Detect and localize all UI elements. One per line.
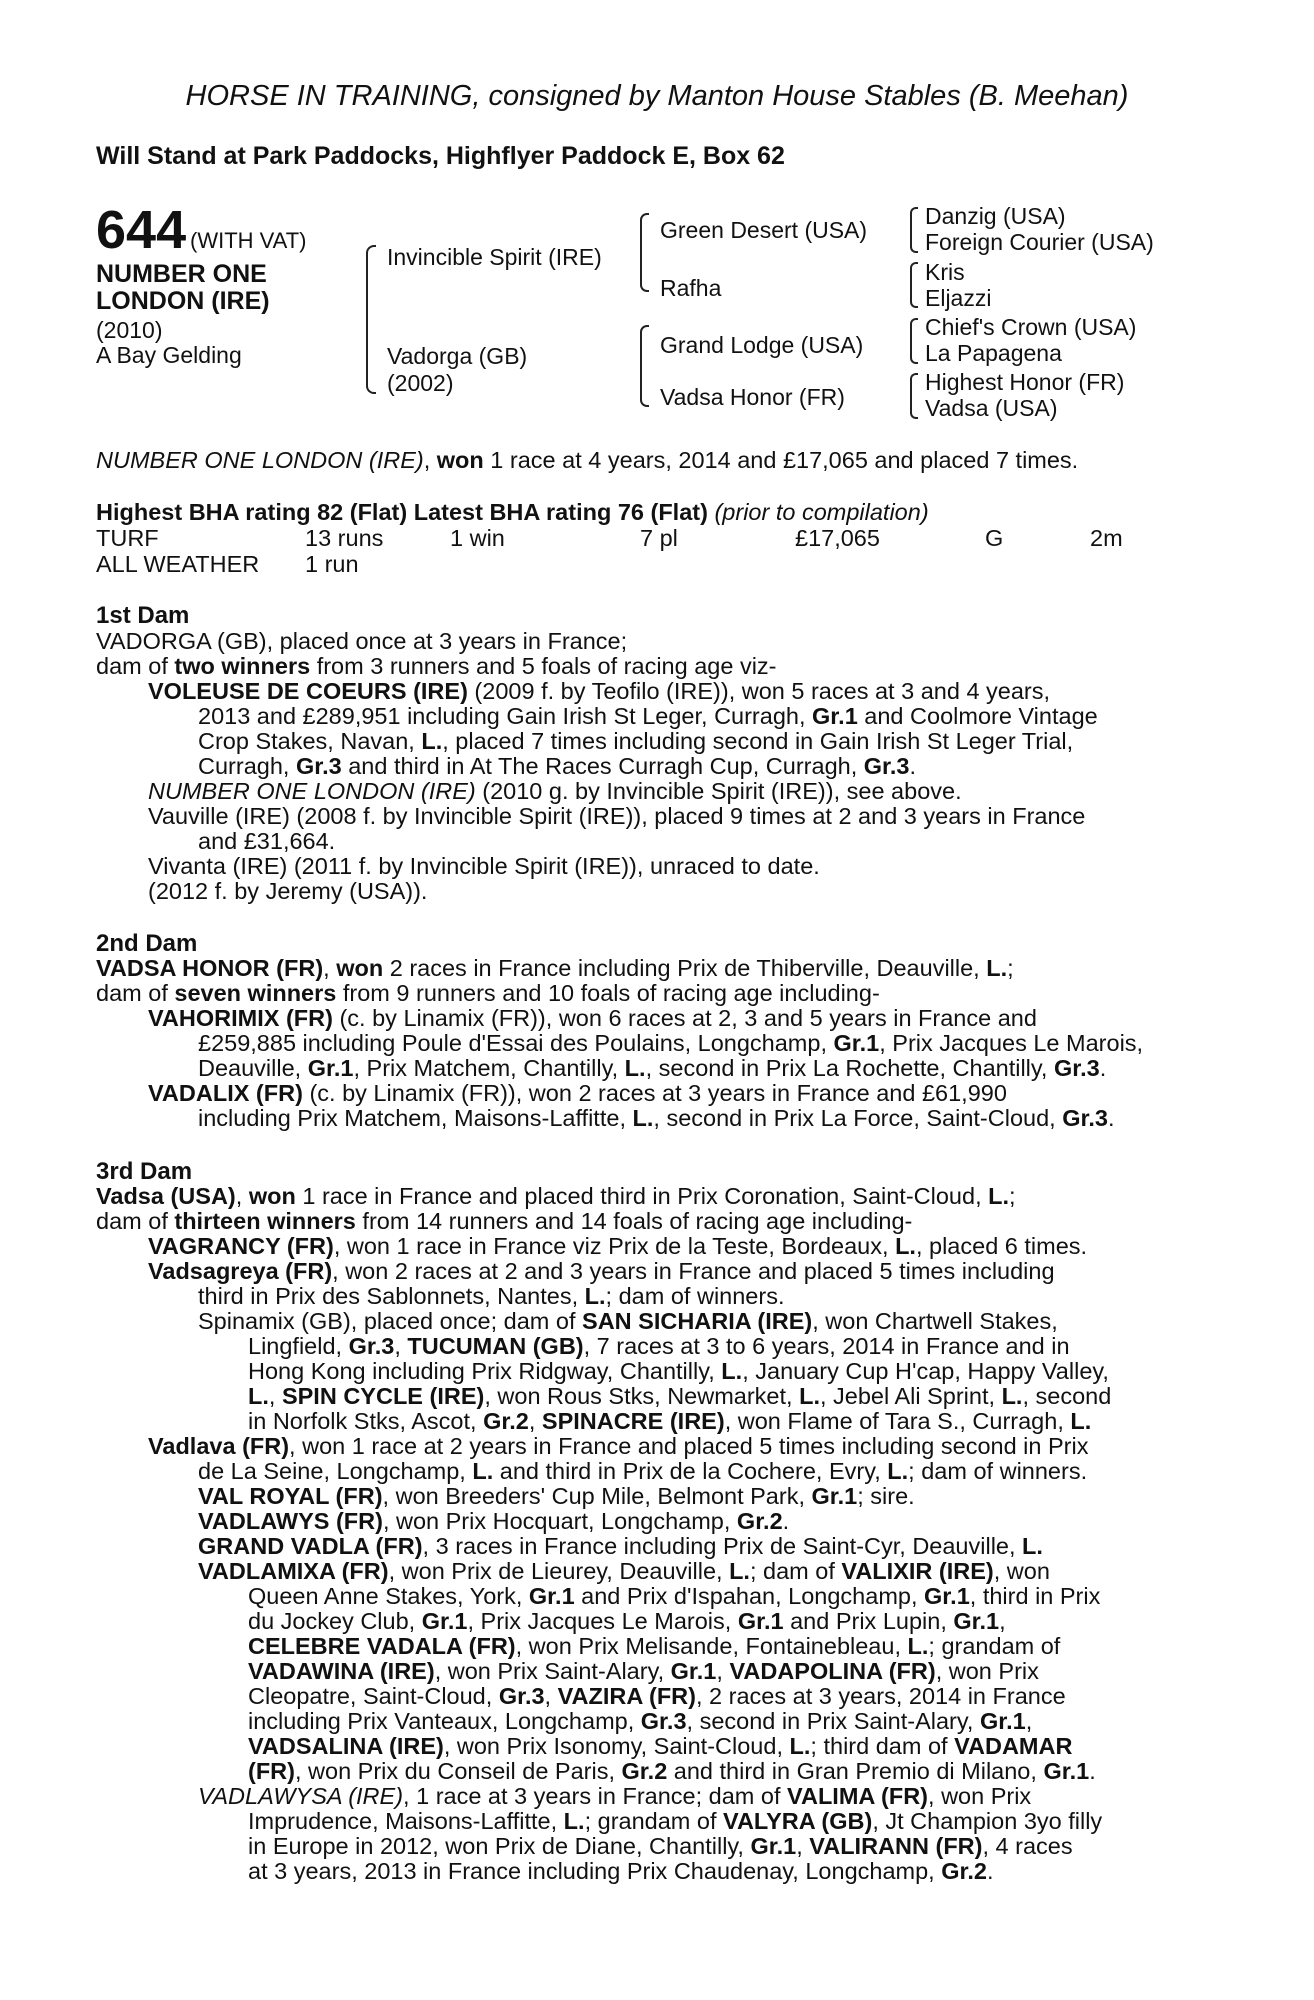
text-segment: Gr.1 xyxy=(750,1833,797,1859)
produce-2012: (2012 f. by Jeremy (USA)). xyxy=(148,878,428,904)
text-segment: seven winners xyxy=(174,980,337,1006)
text-segment: , won Prix Melisande, Fontainebleau, xyxy=(515,1633,908,1659)
text-segment: , won xyxy=(993,1558,1050,1584)
text-segment: at 3 years, 2013 in France including Prix Chaudenay, Longchamp, xyxy=(248,1858,942,1884)
text-segment: GRAND VADLA (FR) xyxy=(198,1533,423,1559)
text-segment: Gr.3 xyxy=(640,1708,687,1734)
text-segment: VALIMA (FR) xyxy=(787,1783,929,1809)
text-segment: Gr.1 xyxy=(979,1708,1026,1734)
aw-runs: 1 run xyxy=(305,551,359,577)
text-segment: VADLAWYS (FR) xyxy=(198,1508,383,1534)
dam-sire: Grand Lodge (USA) xyxy=(660,332,864,358)
produce-vadlava-2 xyxy=(198,1458,1087,1485)
punctuation: , xyxy=(999,1608,1006,1634)
produce-vadlawysa-2 xyxy=(248,1808,1102,1835)
text-segment: , second in Prix Saint-Alary, xyxy=(686,1708,980,1734)
pedigree-brace-ss xyxy=(910,207,918,253)
text-segment: , 7 races at 3 to 6 years, 2014 in France and in xyxy=(583,1333,1070,1359)
summary-won: won xyxy=(436,447,484,473)
text-segment: Gr.1 xyxy=(528,1583,575,1609)
dam: Vadorga (GB) xyxy=(387,343,528,369)
punctuation: . xyxy=(782,1508,790,1534)
text-segment: , xyxy=(323,955,337,981)
text-segment: , xyxy=(528,1408,542,1434)
summary-sep: , xyxy=(423,447,437,473)
punctuation: . xyxy=(909,753,917,779)
text-segment: , January Cup H'cap, Happy Valley, xyxy=(742,1358,1109,1384)
text-segment: VADLAWYSA (IRE) xyxy=(198,1783,404,1809)
text-segment: and third in Gran Premio di Milano, xyxy=(667,1758,1044,1784)
punctuation: , xyxy=(1025,1708,1033,1734)
text-segment: , xyxy=(544,1683,558,1709)
text-segment: from 3 runners and 5 foals of racing age viz- xyxy=(310,653,777,679)
produce-val-royal xyxy=(198,1483,915,1510)
horse-description: A Bay Gelding xyxy=(96,342,242,368)
text-segment: (2010 g. by Invincible Spirit (IRE)), see above. xyxy=(475,778,962,804)
produce-vauville: Vauville (IRE) (2008 f. by Invincible Spirit (IRE)), placed 9 times at 2 and 3 years in France xyxy=(148,803,1086,829)
text-segment: du Jockey Club, xyxy=(248,1608,422,1634)
text-segment: L. xyxy=(789,1733,811,1759)
text-segment: in Norfolk Stks, Ascot, xyxy=(248,1408,484,1434)
text-segment: from 9 runners and 10 foals of racing age including- xyxy=(336,980,880,1006)
text-segment: , won Prix xyxy=(935,1658,1039,1684)
text-segment: , Prix Jacques Le Marois, xyxy=(467,1608,738,1634)
text-segment: , Jt Champion 3yo filly xyxy=(872,1808,1103,1834)
race-summary xyxy=(96,447,1078,474)
text-segment: ; sire. xyxy=(857,1483,915,1509)
text-segment: VADALIX (FR) xyxy=(148,1080,303,1106)
pedigree-brace-sire xyxy=(640,213,649,292)
text-segment: £259,885 including Poule d'Essai des Poulains, Longchamp, xyxy=(198,1030,834,1056)
produce-vahorimix-3 xyxy=(198,1055,1106,1082)
text-segment: Gr.3 xyxy=(863,753,910,779)
produce-number-one xyxy=(148,778,962,805)
pedigree-brace-sd xyxy=(910,262,918,308)
text-segment: L. xyxy=(1070,1408,1092,1434)
text-segment: Gr.3 xyxy=(498,1683,545,1709)
produce-vadlawysa-3 xyxy=(248,1833,1073,1860)
text-segment: , second in Prix La Rochette, Chantilly, xyxy=(645,1055,1054,1081)
text-segment: , 4 races xyxy=(982,1833,1073,1859)
third-dam-heading: 3rd Dam xyxy=(96,1158,193,1185)
second-dam-line2 xyxy=(96,980,880,1007)
produce-vahorimix xyxy=(148,1005,1037,1032)
text-segment: VADAMAR xyxy=(954,1733,1073,1759)
text-segment: VAL ROYAL (FR) xyxy=(198,1483,383,1509)
text-segment: ; xyxy=(1007,955,1014,981)
text-segment: ; dam of xyxy=(749,1558,842,1584)
text-segment: Gr.2 xyxy=(941,1858,987,1884)
text-segment: , won Prix Isonomy, Saint-Cloud, xyxy=(443,1733,790,1759)
turf-distance: 2m xyxy=(1090,525,1123,551)
text-segment: Vadsagreya (FR) xyxy=(148,1258,333,1284)
text-segment: , xyxy=(394,1333,408,1359)
text-segment: (c. by Linamix (FR)), won 6 races at 2, 3 and 5 years in France and xyxy=(332,1005,1037,1031)
vat-label: (WITH VAT) xyxy=(190,228,307,253)
text-segment: , won Chartwell Stakes, xyxy=(812,1308,1058,1334)
text-segment: L. xyxy=(1001,1383,1023,1409)
aw-label: ALL WEATHER xyxy=(96,551,260,577)
text-segment: VAHORIMIX (FR) xyxy=(148,1005,333,1031)
text-segment: Gr.1 xyxy=(1043,1758,1090,1784)
sd-sire: Kris xyxy=(925,259,965,285)
horse-name-line1: NUMBER ONE xyxy=(96,260,267,288)
ss-dam: Foreign Courier (USA) xyxy=(925,229,1154,255)
dam-year: (2002) xyxy=(387,370,454,396)
text-segment: including Prix Matchem, Maisons-Laffitte, xyxy=(198,1105,633,1131)
produce-vadlava xyxy=(148,1433,1088,1460)
punctuation: . xyxy=(1089,1758,1096,1784)
text-segment: L. xyxy=(584,1283,606,1309)
horse-name-line2: LONDON (IRE) xyxy=(96,287,270,315)
text-segment: L. xyxy=(632,1105,654,1131)
sd-dam: Eljazzi xyxy=(925,285,992,311)
text-segment: Gr.1 xyxy=(953,1608,1000,1634)
text-segment: Gr.1 xyxy=(812,703,858,729)
text-segment: VADSA HONOR (FR) xyxy=(96,955,324,981)
text-segment: L. xyxy=(472,1458,494,1484)
sire-dam: Rafha xyxy=(660,275,722,301)
text-segment: , won Prix xyxy=(928,1783,1032,1809)
text-segment: ; third dam of xyxy=(810,1733,955,1759)
produce-vahorimix-2 xyxy=(198,1030,1143,1057)
text-segment: TUCUMAN (GB) xyxy=(407,1333,584,1359)
text-segment: Imprudence, Maisons-Laffitte, xyxy=(248,1808,564,1834)
summary-name: NUMBER ONE LONDON (IRE) xyxy=(96,447,424,473)
text-segment: and Prix Lupin, xyxy=(783,1608,954,1634)
second-dam-line1 xyxy=(96,955,1014,982)
text-segment: Queen Anne Stakes, York, xyxy=(248,1583,529,1609)
produce-vivanta: Vivanta (IRE) (2011 f. by Invincible Spirit (IRE)), unraced to date. xyxy=(148,853,820,879)
pedigree-brace-dam xyxy=(640,325,649,407)
text-segment: , won Prix Saint-Alary, xyxy=(434,1658,671,1684)
text-segment: dam of xyxy=(96,653,175,679)
third-dam-line1 xyxy=(96,1183,1016,1210)
text-segment: de La Seine, Longchamp, xyxy=(198,1458,473,1484)
text-segment: and Coolmore Vintage xyxy=(857,703,1098,729)
text-segment: L. xyxy=(624,1055,646,1081)
produce-vauville-2: and £31,664. xyxy=(198,828,336,854)
text-segment: (FR) xyxy=(248,1758,295,1784)
punctuation: . xyxy=(986,1858,994,1884)
text-segment: L. xyxy=(248,1383,269,1409)
text-segment: Gr.1 xyxy=(670,1658,717,1684)
text-segment: , xyxy=(716,1658,730,1684)
pedigree-brace-ds xyxy=(910,318,918,364)
ss-sire: Danzig (USA) xyxy=(925,203,1066,229)
text-segment: Gr.1 xyxy=(833,1030,880,1056)
text-segment: L. xyxy=(895,1233,916,1259)
produce-voleuse-4 xyxy=(198,753,916,780)
text-segment: thirteen winners xyxy=(174,1208,356,1234)
text-segment: Gr.3 xyxy=(295,753,342,779)
text-segment: Gr.1 xyxy=(811,1483,858,1509)
first-dam-heading: 1st Dam xyxy=(96,602,190,629)
text-segment: ; grandam of xyxy=(928,1633,1061,1659)
turf-placed: 7 pl xyxy=(640,525,678,551)
produce-vadlamixa-4 xyxy=(248,1633,1060,1660)
text-segment: L. xyxy=(887,1458,909,1484)
produce-vadlawysa xyxy=(198,1783,1031,1810)
produce-vadlamixa-3 xyxy=(248,1608,1006,1635)
text-segment: , Jebel Ali Sprint, xyxy=(819,1383,1002,1409)
text-segment: VAZIRA (FR) xyxy=(557,1683,696,1709)
text-segment: , won Flame of Tara S., Curragh, xyxy=(724,1408,1071,1434)
text-segment: L. xyxy=(721,1358,743,1384)
punctuation: . xyxy=(1099,1055,1107,1081)
sire-sire: Green Desert (USA) xyxy=(660,217,868,243)
text-segment: won xyxy=(336,955,384,981)
text-segment: dam of xyxy=(96,980,175,1006)
punctuation: . xyxy=(1107,1105,1115,1131)
text-segment: VADAWINA (IRE) xyxy=(248,1658,435,1684)
text-segment: Deauville, xyxy=(198,1055,308,1081)
text-segment: NUMBER ONE LONDON (IRE) xyxy=(148,778,476,804)
third-dam-line2 xyxy=(96,1208,912,1235)
text-segment: SAN SICHARIA (IRE) xyxy=(582,1308,813,1334)
text-segment: Gr.3 xyxy=(1053,1055,1100,1081)
text-segment: and Prix d'Ispahan, Longchamp, xyxy=(574,1583,925,1609)
text-segment: , placed 7 times including second in Gain Irish St Leger Trial, xyxy=(442,728,1074,754)
rating-line xyxy=(96,499,929,526)
text-segment: L. xyxy=(729,1558,750,1584)
text-segment: L. xyxy=(1022,1533,1043,1559)
page-title: HORSE IN TRAINING, consigned by Manton House Stables (B. Meehan) xyxy=(185,80,1129,112)
text-segment: Gr.2 xyxy=(483,1408,529,1434)
text-segment: (c. by Linamix (FR)), won 2 races at 3 years in France and £61,990 xyxy=(302,1080,1007,1106)
second-dam-heading: 2nd Dam xyxy=(96,930,198,957)
text-segment: including Prix Vanteaux, Longchamp, xyxy=(248,1708,641,1734)
text-segment: , 1 race at 3 years in France; dam of xyxy=(403,1783,788,1809)
produce-voleuse xyxy=(148,678,1050,705)
text-segment: L. xyxy=(563,1808,585,1834)
text-segment: VAGRANCY (FR) xyxy=(148,1233,334,1259)
first-dam-line1: VADORGA (GB), placed once at 3 years in France; xyxy=(96,628,628,654)
text-segment: ; dam of winners. xyxy=(605,1283,785,1309)
text-segment: , 2 races at 3 years, 2014 in France xyxy=(695,1683,1066,1709)
text-segment: won xyxy=(248,1183,296,1209)
produce-vadlawysa-4 xyxy=(248,1858,994,1885)
produce-vadalix-2 xyxy=(198,1105,1115,1132)
produce-vadsagreya-2 xyxy=(198,1283,784,1310)
text-segment: Spinamix (GB), placed once; dam of xyxy=(198,1308,583,1334)
produce-grand-vadla xyxy=(198,1533,1043,1560)
text-segment: Curragh, xyxy=(198,753,296,779)
text-segment: and third in At The Races Curragh Cup, Curragh, xyxy=(341,753,864,779)
rating-text: Highest BHA rating 82 (Flat) Latest BHA rating 76 (Flat) xyxy=(96,499,708,525)
text-segment: Vadsa (USA) xyxy=(96,1183,236,1209)
produce-vadalix xyxy=(148,1080,1007,1107)
text-segment: , third in Prix xyxy=(969,1583,1101,1609)
text-segment: Gr.1 xyxy=(307,1055,354,1081)
text-segment: Hong Kong including Prix Ridgway, Chantilly, xyxy=(248,1358,722,1384)
text-segment: VOLEUSE DE COEURS (IRE) xyxy=(148,678,468,704)
text-segment: Gr.1 xyxy=(924,1583,970,1609)
text-segment: VALIXIR (IRE) xyxy=(841,1558,994,1584)
text-segment: Crop Stakes, Navan, xyxy=(198,728,422,754)
produce-vagrancy xyxy=(148,1233,1087,1260)
text-segment: L. xyxy=(986,955,1008,981)
turf-going: G xyxy=(985,525,1004,551)
sire: Invincible Spirit (IRE) xyxy=(387,244,602,270)
text-segment: , Prix Matchem, Chantilly, xyxy=(353,1055,625,1081)
text-segment: L. xyxy=(907,1633,929,1659)
summary-text: 1 race at 4 years, 2014 and £17,065 and placed 7 times. xyxy=(483,447,1079,473)
produce-spinamix-5 xyxy=(248,1408,1091,1435)
text-segment: SPIN CYCLE (IRE) xyxy=(281,1383,485,1409)
text-segment: SPINACRE (IRE) xyxy=(541,1408,725,1434)
text-segment: Gr.3 xyxy=(1062,1105,1108,1131)
turf-label: TURF xyxy=(96,525,159,551)
text-segment: Cleopatre, Saint-Cloud, xyxy=(248,1683,499,1709)
text-segment: Gr.1 xyxy=(421,1608,468,1634)
text-segment: , won Breeders' Cup Mile, Belmont Park, xyxy=(382,1483,812,1509)
produce-vadlawys xyxy=(198,1508,789,1535)
text-segment: , won Prix du Conseil de Paris, xyxy=(294,1758,622,1784)
produce-vadlamixa-8 xyxy=(248,1733,1072,1760)
text-segment: , xyxy=(235,1183,249,1209)
lot-number: 644 xyxy=(96,200,187,260)
text-segment: , second in Prix La Force, Saint-Cloud, xyxy=(653,1105,1063,1131)
text-segment: Lingfield, xyxy=(248,1333,349,1359)
text-segment: , won Prix Hocquart, Longchamp, xyxy=(382,1508,737,1534)
text-segment: Gr.2 xyxy=(621,1758,668,1784)
produce-spinamix-4 xyxy=(248,1383,1111,1410)
text-segment: , won Prix de Lieurey, Deauville, xyxy=(388,1558,730,1584)
rating-note: (prior to compilation) xyxy=(707,499,929,525)
dd-dam: Vadsa (USA) xyxy=(925,395,1058,421)
text-segment: dam of xyxy=(96,1208,175,1234)
text-segment: ; grandam of xyxy=(584,1808,724,1834)
turf-runs: 13 runs xyxy=(305,525,384,551)
dam-dam: Vadsa Honor (FR) xyxy=(660,384,845,410)
produce-voleuse-2 xyxy=(198,703,1098,730)
text-segment: L. xyxy=(421,728,443,754)
text-segment: , won Rous Stks, Newmarket, xyxy=(484,1383,800,1409)
text-segment: third in Prix des Sablonnets, Nantes, xyxy=(198,1283,585,1309)
ds-sire: Chief's Crown (USA) xyxy=(925,314,1137,340)
text-segment: VALIRANN (FR) xyxy=(809,1833,983,1859)
produce-vadlamixa-9 xyxy=(248,1758,1096,1785)
text-segment: , xyxy=(268,1383,282,1409)
produce-vadlamixa xyxy=(198,1558,1050,1585)
text-segment: 2 races in France including Prix de Thiberville, Deauville, xyxy=(383,955,987,981)
foaling-year: (2010) xyxy=(96,317,163,343)
produce-vadlamixa-2 xyxy=(248,1583,1100,1610)
turf-earnings: £17,065 xyxy=(795,525,880,551)
text-segment: , placed 6 times. xyxy=(915,1233,1088,1259)
pedigree-brace-main xyxy=(366,245,376,394)
text-segment: , won 1 race in France viz Prix de la Teste, Bordeaux, xyxy=(333,1233,896,1259)
text-segment: ; dam of winners. xyxy=(908,1458,1088,1484)
produce-vadlamixa-5 xyxy=(248,1658,1039,1685)
text-segment: and third in Prix de la Cochere, Evry, xyxy=(493,1458,888,1484)
produce-spinamix-3 xyxy=(248,1358,1109,1385)
text-segment: from 14 runners and 14 foals of racing age including- xyxy=(355,1208,913,1234)
produce-spinamix-2 xyxy=(248,1333,1070,1360)
text-segment: Gr.1 xyxy=(737,1608,784,1634)
text-segment: Vadlava (FR) xyxy=(148,1433,290,1459)
text-segment: Gr.3 xyxy=(348,1333,395,1359)
text-segment: , Prix Jacques Le Marois, xyxy=(879,1030,1144,1056)
text-segment: ; xyxy=(1009,1183,1016,1209)
text-segment: , 3 races in France including Prix de Saint-Cyr, Deauville, xyxy=(422,1533,1023,1559)
text-segment: (2009 f. by Teofilo (IRE)), won 5 races at 3 and 4 years, xyxy=(467,678,1051,704)
text-segment: , second xyxy=(1022,1383,1112,1409)
text-segment: , won 1 race at 2 years in France and placed 5 times including second in Prix xyxy=(289,1433,1089,1459)
produce-voleuse-3 xyxy=(198,728,1073,755)
text-segment: Gr.2 xyxy=(736,1508,783,1534)
text-segment: VADSALINA (IRE) xyxy=(248,1733,444,1759)
produce-vadsagreya xyxy=(148,1258,1055,1285)
text-segment: L. xyxy=(799,1383,820,1409)
produce-vadlamixa-6 xyxy=(248,1683,1066,1710)
produce-vadlamixa-7 xyxy=(248,1708,1032,1735)
text-segment: , won 2 races at 2 and 3 years in France and placed 5 times including xyxy=(332,1258,1055,1284)
text-segment: VADLAMIXA (FR) xyxy=(198,1558,389,1584)
ds-dam: La Papagena xyxy=(925,340,1062,366)
turf-wins: 1 win xyxy=(450,525,505,551)
text-segment: , xyxy=(796,1833,810,1859)
text-segment: two winners xyxy=(174,653,311,679)
dd-sire: Highest Honor (FR) xyxy=(925,369,1125,395)
produce-spinamix xyxy=(198,1308,1058,1335)
text-segment: in Europe in 2012, won Prix de Diane, Chantilly, xyxy=(248,1833,751,1859)
first-dam-line2 xyxy=(96,653,777,680)
text-segment: VADAPOLINA (FR) xyxy=(729,1658,936,1684)
text-segment: CELEBRE VADALA (FR) xyxy=(248,1633,516,1659)
text-segment: VALYRA (GB) xyxy=(723,1808,873,1834)
text-segment: L. xyxy=(988,1183,1010,1209)
text-segment: 1 race in France and placed third in Prix Coronation, Saint-Cloud, xyxy=(295,1183,989,1209)
pedigree-brace-dd xyxy=(910,373,918,419)
text-segment: 2013 and £289,951 including Gain Irish St Leger, Curragh, xyxy=(198,703,813,729)
stand-location: Will Stand at Park Paddocks, Highflyer Paddock E, Box 62 xyxy=(96,142,785,170)
